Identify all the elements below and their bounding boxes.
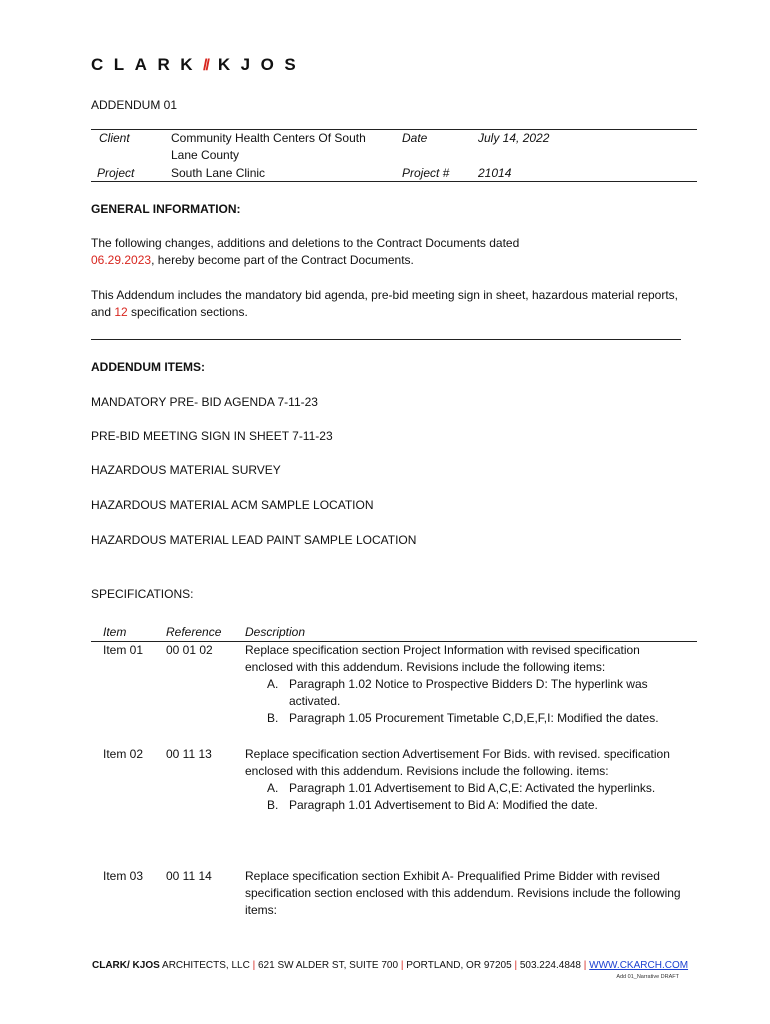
company-logo	[91, 54, 306, 77]
spec-item: Item 02	[103, 747, 144, 761]
spec-description: Replace specification section Advertisement For Bids. with revised. specification enclosed with this addendum. Revisions include the following. items:	[245, 747, 670, 778]
project-value: South Lane Clinic	[171, 166, 266, 180]
project-label: Project	[97, 166, 135, 180]
logo-text-right: KJOS	[217, 55, 307, 74]
spec-description: Replace specification section Exhibit A- Prequalified Prime Bidder with revised specification section enclosed with this addendum. Revisions include the following items:	[245, 869, 681, 917]
subitem-marker: A.	[267, 781, 279, 795]
spec-subitem	[245, 780, 685, 797]
addendum-item: HAZARDOUS MATERIAL SURVEY	[91, 463, 281, 477]
project-number-value: 21014	[478, 166, 512, 180]
document-title: ADDENDUM 01	[91, 98, 178, 112]
spec-reference: 00 11 14	[166, 869, 212, 883]
spec-description-block	[245, 642, 685, 727]
client-label: Client	[99, 131, 130, 145]
logo-slash: //	[203, 57, 208, 74]
footer-firm: CLARK/ KJOS	[92, 960, 160, 971]
spec-description-block	[245, 868, 685, 919]
paragraph-2-text: This Addendum includes the mandatory bid agenda, pre-bid meeting sign in sheet, hazardous material reports, and	[91, 288, 679, 319]
spec-subitem	[245, 676, 685, 710]
subitem-marker: B.	[267, 798, 279, 812]
spec-column-item: Item	[103, 625, 127, 639]
addendum-items-heading: ADDENDUM ITEMS:	[91, 360, 205, 374]
specifications-heading: SPECIFICATIONS:	[91, 587, 194, 601]
subitem-marker: A.	[267, 677, 279, 691]
date-label: Date	[402, 131, 428, 145]
addendum-item: PRE-BID MEETING SIGN IN SHEET 7-11-23	[91, 429, 333, 443]
section-divider	[91, 339, 681, 340]
footer-firm-rest: ARCHITECTS, LLC	[159, 960, 253, 971]
addendum-item: HAZARDOUS MATERIAL LEAD PAINT SAMPLE LOCATION	[91, 533, 417, 547]
general-info-paragraph-2	[91, 287, 681, 321]
footer-website-link[interactable]: WWW.CKARCH.COM	[589, 960, 689, 971]
addendum-item: MANDATORY PRE- BID AGENDA 7-11-23	[91, 395, 318, 409]
page-footer	[92, 957, 689, 974]
logo-text-left: CLARK	[91, 55, 203, 74]
subitem-text: Paragraph 1.01 Advertisement to Bid A: Modified the date.	[289, 798, 598, 812]
footer-phone: 503.224.4848	[517, 960, 584, 971]
footer-separator: |	[400, 960, 404, 971]
general-info-heading: GENERAL INFORMATION:	[91, 202, 241, 216]
subitem-marker: B.	[267, 711, 279, 725]
footer-document-note: Add 01_Narrative DRAFT	[616, 974, 679, 980]
footer-separator: |	[252, 960, 256, 971]
spec-reference: 00 01 02	[166, 643, 213, 657]
paragraph-2-tail: specification sections.	[127, 305, 248, 319]
addendum-item: HAZARDOUS MATERIAL ACM SAMPLE LOCATION	[91, 498, 374, 512]
subitem-text: Paragraph 1.01 Advertisement to Bid A,C,E: Activated the hyperlinks.	[289, 781, 656, 795]
date-value: July 14, 2022	[478, 131, 550, 145]
spec-description-block	[245, 746, 685, 814]
general-info-paragraph-1	[91, 235, 561, 269]
spec-column-description: Description	[245, 625, 306, 639]
client-value: Community Health Centers Of South Lane County	[171, 131, 366, 162]
info-table-bottom-rule	[91, 181, 697, 182]
project-number-label: Project #	[402, 166, 450, 180]
footer-separator: |	[514, 960, 518, 971]
paragraph-1-tail: , hereby become part of the Contract Documents.	[151, 253, 414, 267]
spec-description: Replace specification section Project Information with revised specification enclosed with this addendum. Revisions include the following items:	[245, 643, 640, 674]
footer-address: 621 SW ALDER ST, SUITE 700	[255, 960, 401, 971]
footer-separator: |	[583, 960, 587, 971]
spec-section-count: 12	[114, 305, 128, 319]
spec-item: Item 01	[103, 643, 144, 657]
paragraph-1-text: The following changes, additions and deletions to the Contract Documents dated	[91, 236, 520, 250]
spec-subitem	[245, 797, 685, 814]
spec-column-reference: Reference	[166, 625, 222, 639]
spec-reference: 00 11 13	[166, 747, 212, 761]
contract-date: 06.29.2023	[91, 253, 152, 267]
spec-subitem	[245, 710, 685, 727]
subitem-text: Paragraph 1.05 Procurement Timetable C,D,E,F,I: Modified the dates.	[289, 711, 659, 725]
subitem-text: Paragraph 1.02 Notice to Prospective Bidders D: The hyperlink was activated.	[289, 677, 648, 708]
footer-city: PORTLAND, OR 97205	[403, 960, 515, 971]
spec-item: Item 03	[103, 869, 144, 883]
